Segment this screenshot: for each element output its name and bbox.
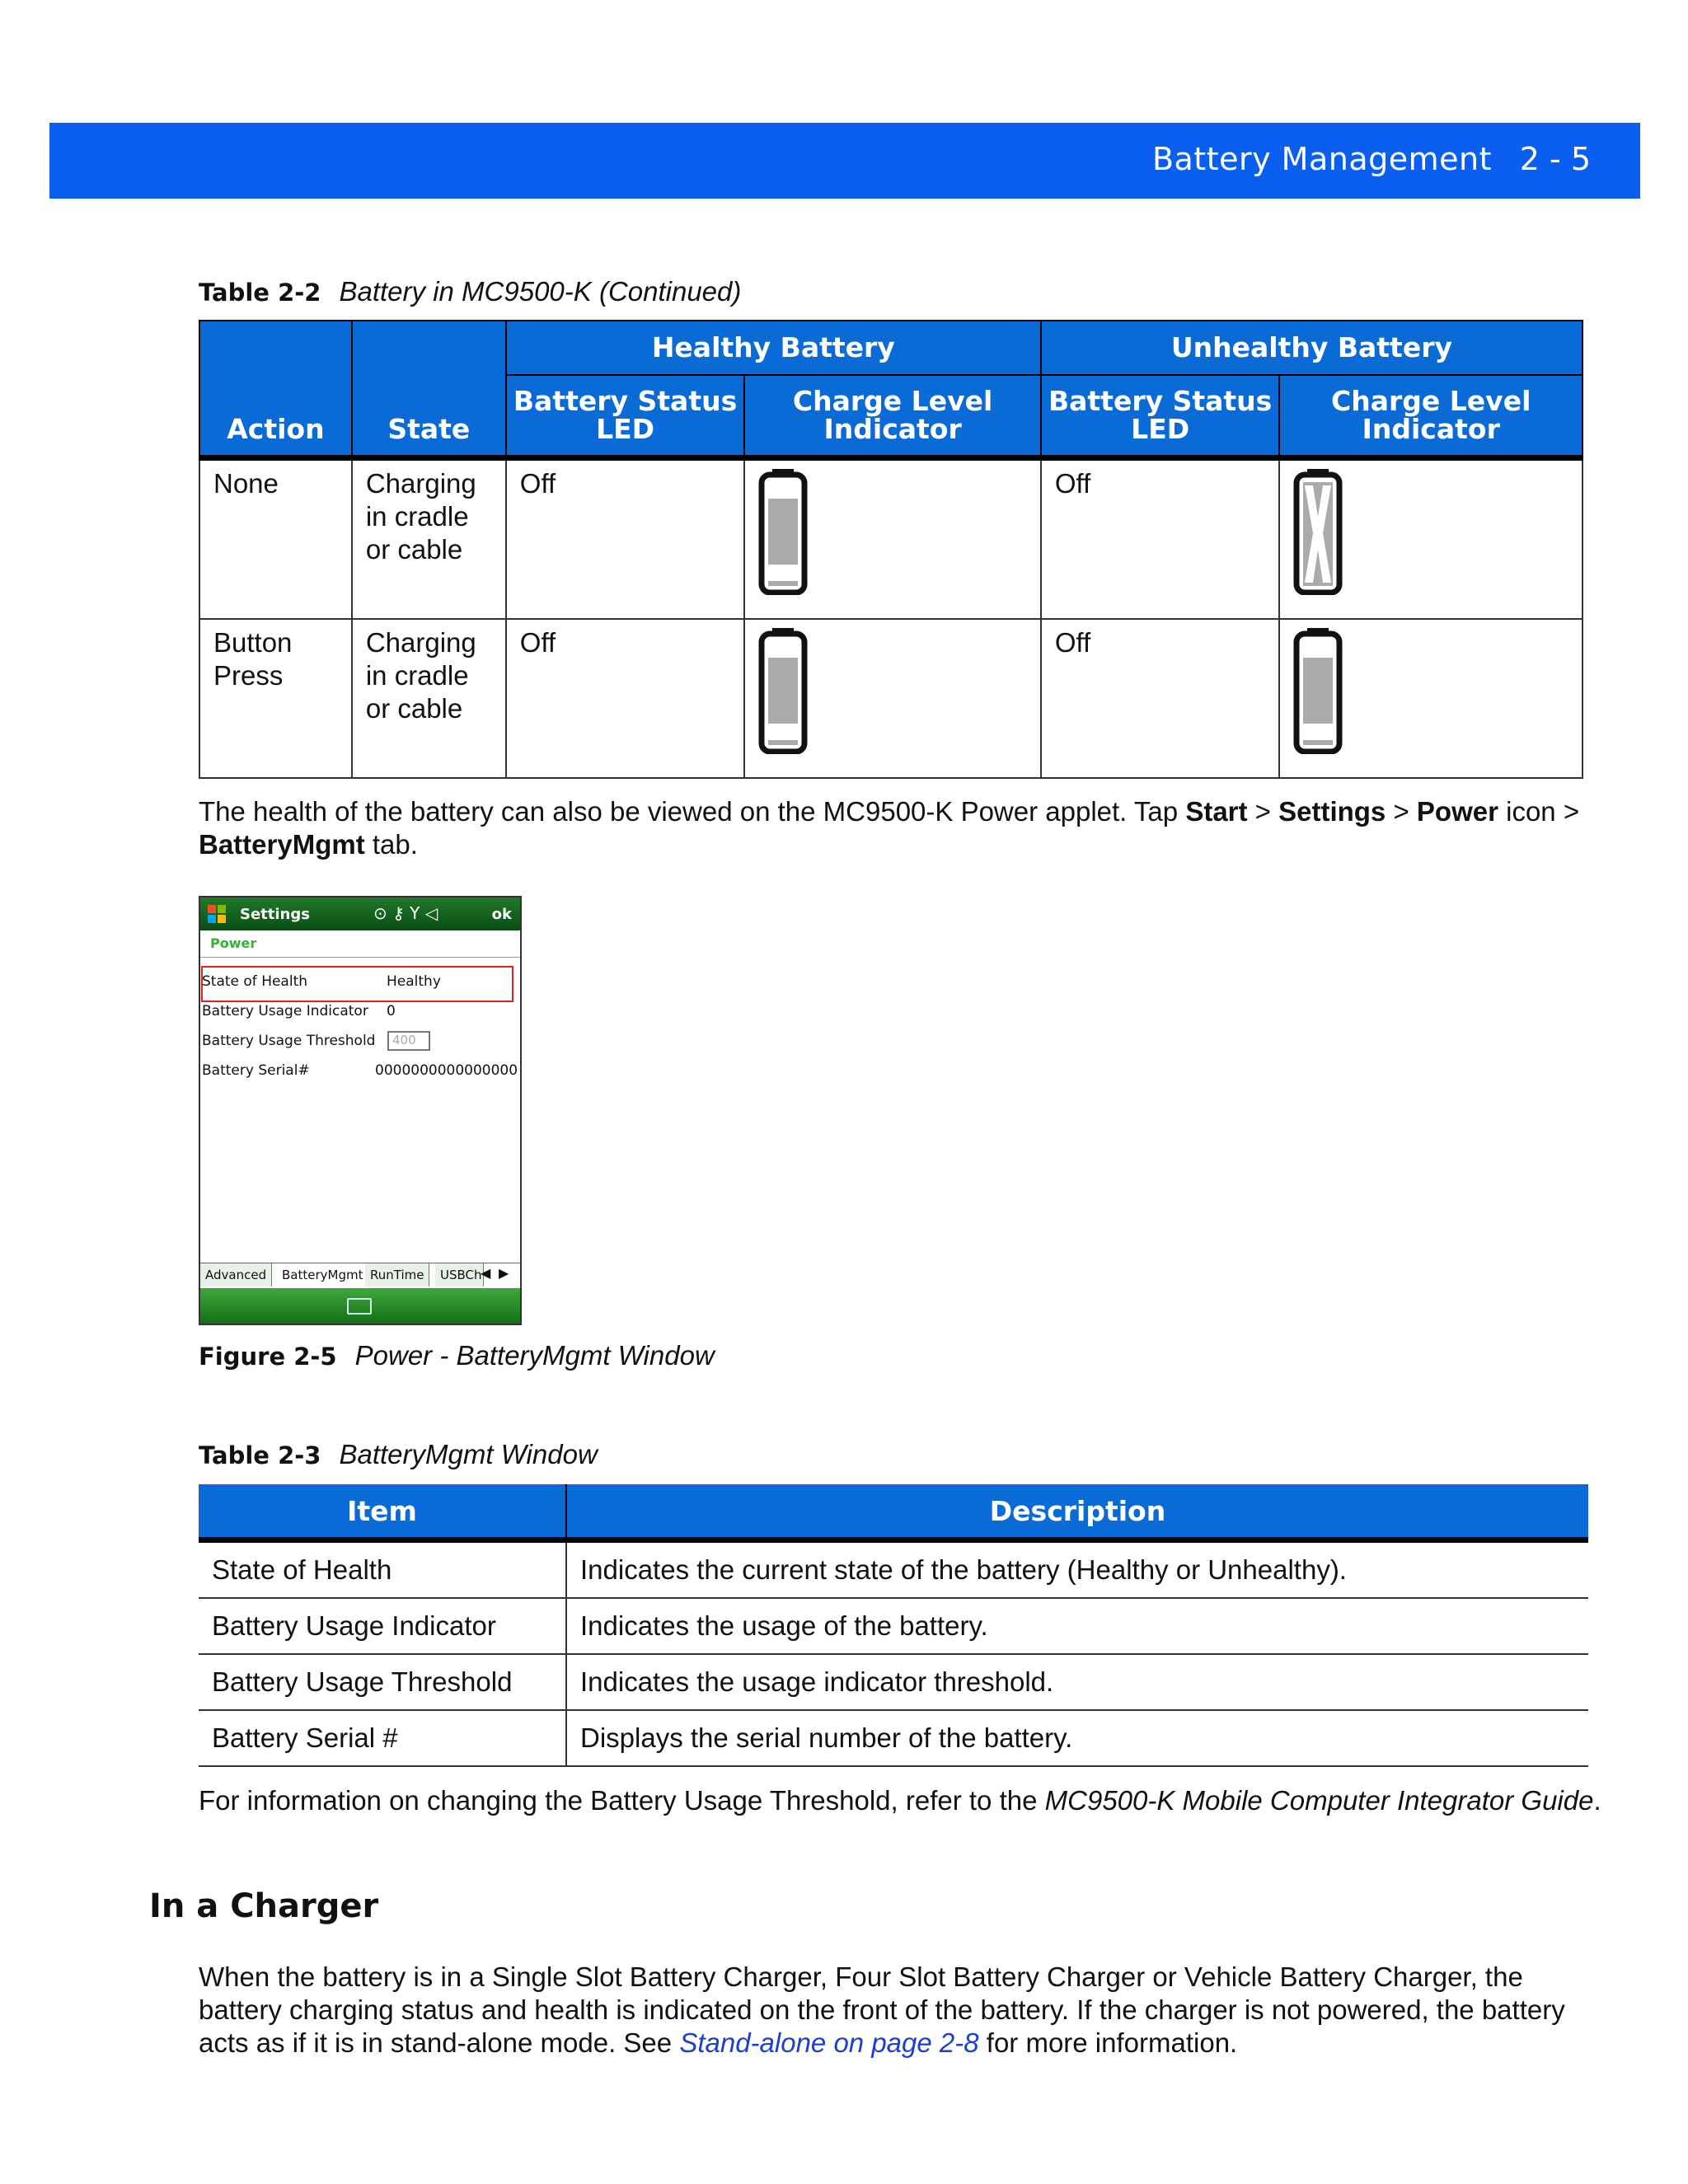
description-cell: Displays the serial number of the battery. <box>566 1710 1588 1766</box>
table-row <box>199 457 1582 619</box>
unhealthy-charge-cell <box>1279 619 1582 778</box>
description-cell: Indicates the usage indicator threshold. <box>566 1654 1588 1710</box>
healthy-group-header: Healthy Battery <box>506 321 1041 375</box>
unhealthy-led-header: Battery Status LED <box>1041 375 1280 457</box>
state-of-health-label: State of Health <box>202 973 308 990</box>
figure-label: Figure 2-5 <box>199 1343 337 1371</box>
unhealthy-led-cell: Off <box>1041 457 1280 619</box>
batterymgmt-screenshot <box>199 896 522 1325</box>
text: . <box>1593 1785 1601 1816</box>
healthy-led-cell: Off <box>506 619 745 778</box>
standalone-link[interactable]: Stand-alone on page 2-8 <box>679 2027 979 2058</box>
healthy-charge-cell <box>744 457 1040 619</box>
caption-label: Table 2-2 <box>199 279 321 307</box>
text: icon > <box>1498 796 1580 827</box>
item-cell: Battery Usage Indicator <box>199 1598 566 1654</box>
phone-bottom-bar <box>200 1288 520 1324</box>
caption-title: BatteryMgmt Window <box>339 1439 598 1469</box>
table-2-2-caption <box>199 276 741 307</box>
threshold-info-paragraph <box>199 1784 1616 1817</box>
col-item-header: Item <box>199 1484 566 1540</box>
description-cell: Indicates the current state of the battery (Healthy or Unhealthy). <box>566 1540 1588 1599</box>
phone-title: Settings <box>240 906 310 923</box>
action-cell: None <box>199 457 352 619</box>
caption-label: Table 2-3 <box>199 1441 321 1469</box>
text: > <box>1247 796 1279 827</box>
item-cell: Battery Usage Threshold <box>199 1654 566 1710</box>
usage-indicator-label: Battery Usage Indicator <box>202 1003 368 1019</box>
ok-button[interactable]: ok <box>491 906 512 923</box>
sync-icon[interactable]: ⚷ <box>392 903 405 923</box>
batterymgmt-table <box>199 1484 1588 1767</box>
power-label: Power <box>1416 796 1498 827</box>
volume-icon[interactable]: ◁ <box>424 903 438 923</box>
battery-charging-icon <box>758 626 808 754</box>
text: > <box>1386 796 1417 827</box>
table-row <box>199 1598 1588 1654</box>
healthy-led-cell: Off <box>506 457 745 619</box>
phone-section-title: Power <box>200 930 520 958</box>
charger-paragraph <box>199 1961 1608 2060</box>
tab-advanced[interactable]: Advanced <box>200 1263 272 1286</box>
page-header <box>49 123 1640 199</box>
tab-scroll-right-icon[interactable]: ▶ <box>499 1265 509 1281</box>
state-of-health-value: Healthy <box>387 973 441 990</box>
batterymgmt-label: BatteryMgmt <box>199 829 365 860</box>
section-heading: In a Charger <box>149 1887 379 1925</box>
unhealthy-group-header: Unhealthy Battery <box>1041 321 1582 375</box>
unhealthy-led-cell: Off <box>1041 619 1280 778</box>
usage-threshold-input[interactable]: 400 <box>387 1031 430 1051</box>
table-row <box>199 1540 1588 1599</box>
usage-threshold-label: Battery Usage Threshold <box>202 1033 376 1049</box>
unhealthy-charge-cell <box>1279 457 1582 619</box>
text: tab. <box>364 829 418 860</box>
table-row <box>199 1654 1588 1710</box>
settings-label: Settings <box>1278 796 1386 827</box>
status-icons <box>373 903 438 923</box>
item-cell: State of Health <box>199 1540 566 1599</box>
battery-serial-label: Battery Serial# <box>202 1062 310 1079</box>
keyboard-icon[interactable] <box>347 1298 372 1315</box>
header-page-number: 2 - 5 <box>1519 141 1591 177</box>
text: for more information. <box>978 2027 1238 2058</box>
header-section-title: Battery Management <box>1151 141 1492 177</box>
text: For information on changing the Battery Usage Threshold, refer to the <box>199 1785 1045 1816</box>
table-2-3-caption <box>199 1439 598 1470</box>
tab-batterymgmt[interactable]: BatteryMgmt <box>277 1263 368 1286</box>
figure-caption <box>199 1340 715 1371</box>
battery-table <box>199 320 1583 779</box>
tab-runtime[interactable]: RunTime <box>365 1263 429 1286</box>
item-cell: Battery Serial # <box>199 1710 566 1766</box>
battery-charging-icon <box>758 467 808 595</box>
tab-scroll-left-icon[interactable]: ◀ <box>481 1265 491 1281</box>
battery-fault-icon <box>1293 467 1343 595</box>
figure-title: Power - BatteryMgmt Window <box>354 1340 715 1371</box>
signal-icon[interactable]: Y <box>410 903 420 923</box>
caption-title: Battery in MC9500-K (Continued) <box>339 276 742 307</box>
text: When the battery is in a Single Slot Battery Charger, Four Slot Battery Charger or Vehicle Battery Charger, the battery charging status and health is indicated on the front of the battery. If the charger is not powered, the battery acts as if it is in stand-alone mode. See <box>199 1961 1565 2058</box>
healthy-charge-cell <box>744 619 1040 778</box>
tab-usbcharging[interactable]: USBCh <box>435 1263 484 1286</box>
battery-charging-icon <box>1293 626 1343 754</box>
usage-indicator-value: 0 <box>387 1003 396 1019</box>
unhealthy-charge-header: Charge Level Indicator <box>1279 375 1582 457</box>
col-description-header: Description <box>566 1484 1588 1540</box>
healthy-led-header: Battery Status LED <box>506 375 745 457</box>
state-cell: Charging in cradle or cable <box>352 619 506 778</box>
state-cell: Charging in cradle or cable <box>352 457 506 619</box>
phone-title-bar <box>200 898 520 930</box>
col-state-header: State <box>352 321 506 457</box>
phone-tab-strip <box>200 1263 520 1288</box>
windows-start-icon[interactable] <box>207 904 227 924</box>
healthy-charge-header: Charge Level Indicator <box>744 375 1040 457</box>
table-row <box>199 619 1582 778</box>
description-cell: Indicates the usage of the battery. <box>566 1598 1588 1654</box>
col-action-header: Action <box>199 321 352 457</box>
battery-serial-value: 0000000000000000 <box>375 1062 518 1079</box>
power-applet-paragraph <box>199 795 1600 861</box>
text: The health of the battery can also be viewed on the MC9500-K Power applet. Tap <box>199 796 1186 827</box>
connection-icon[interactable]: ⊙ <box>373 903 387 923</box>
table-row <box>199 1710 1588 1766</box>
guide-title: MC9500-K Mobile Computer Integrator Guide <box>1044 1785 1594 1816</box>
action-cell: Button Press <box>199 619 352 778</box>
start-label: Start <box>1185 796 1248 827</box>
